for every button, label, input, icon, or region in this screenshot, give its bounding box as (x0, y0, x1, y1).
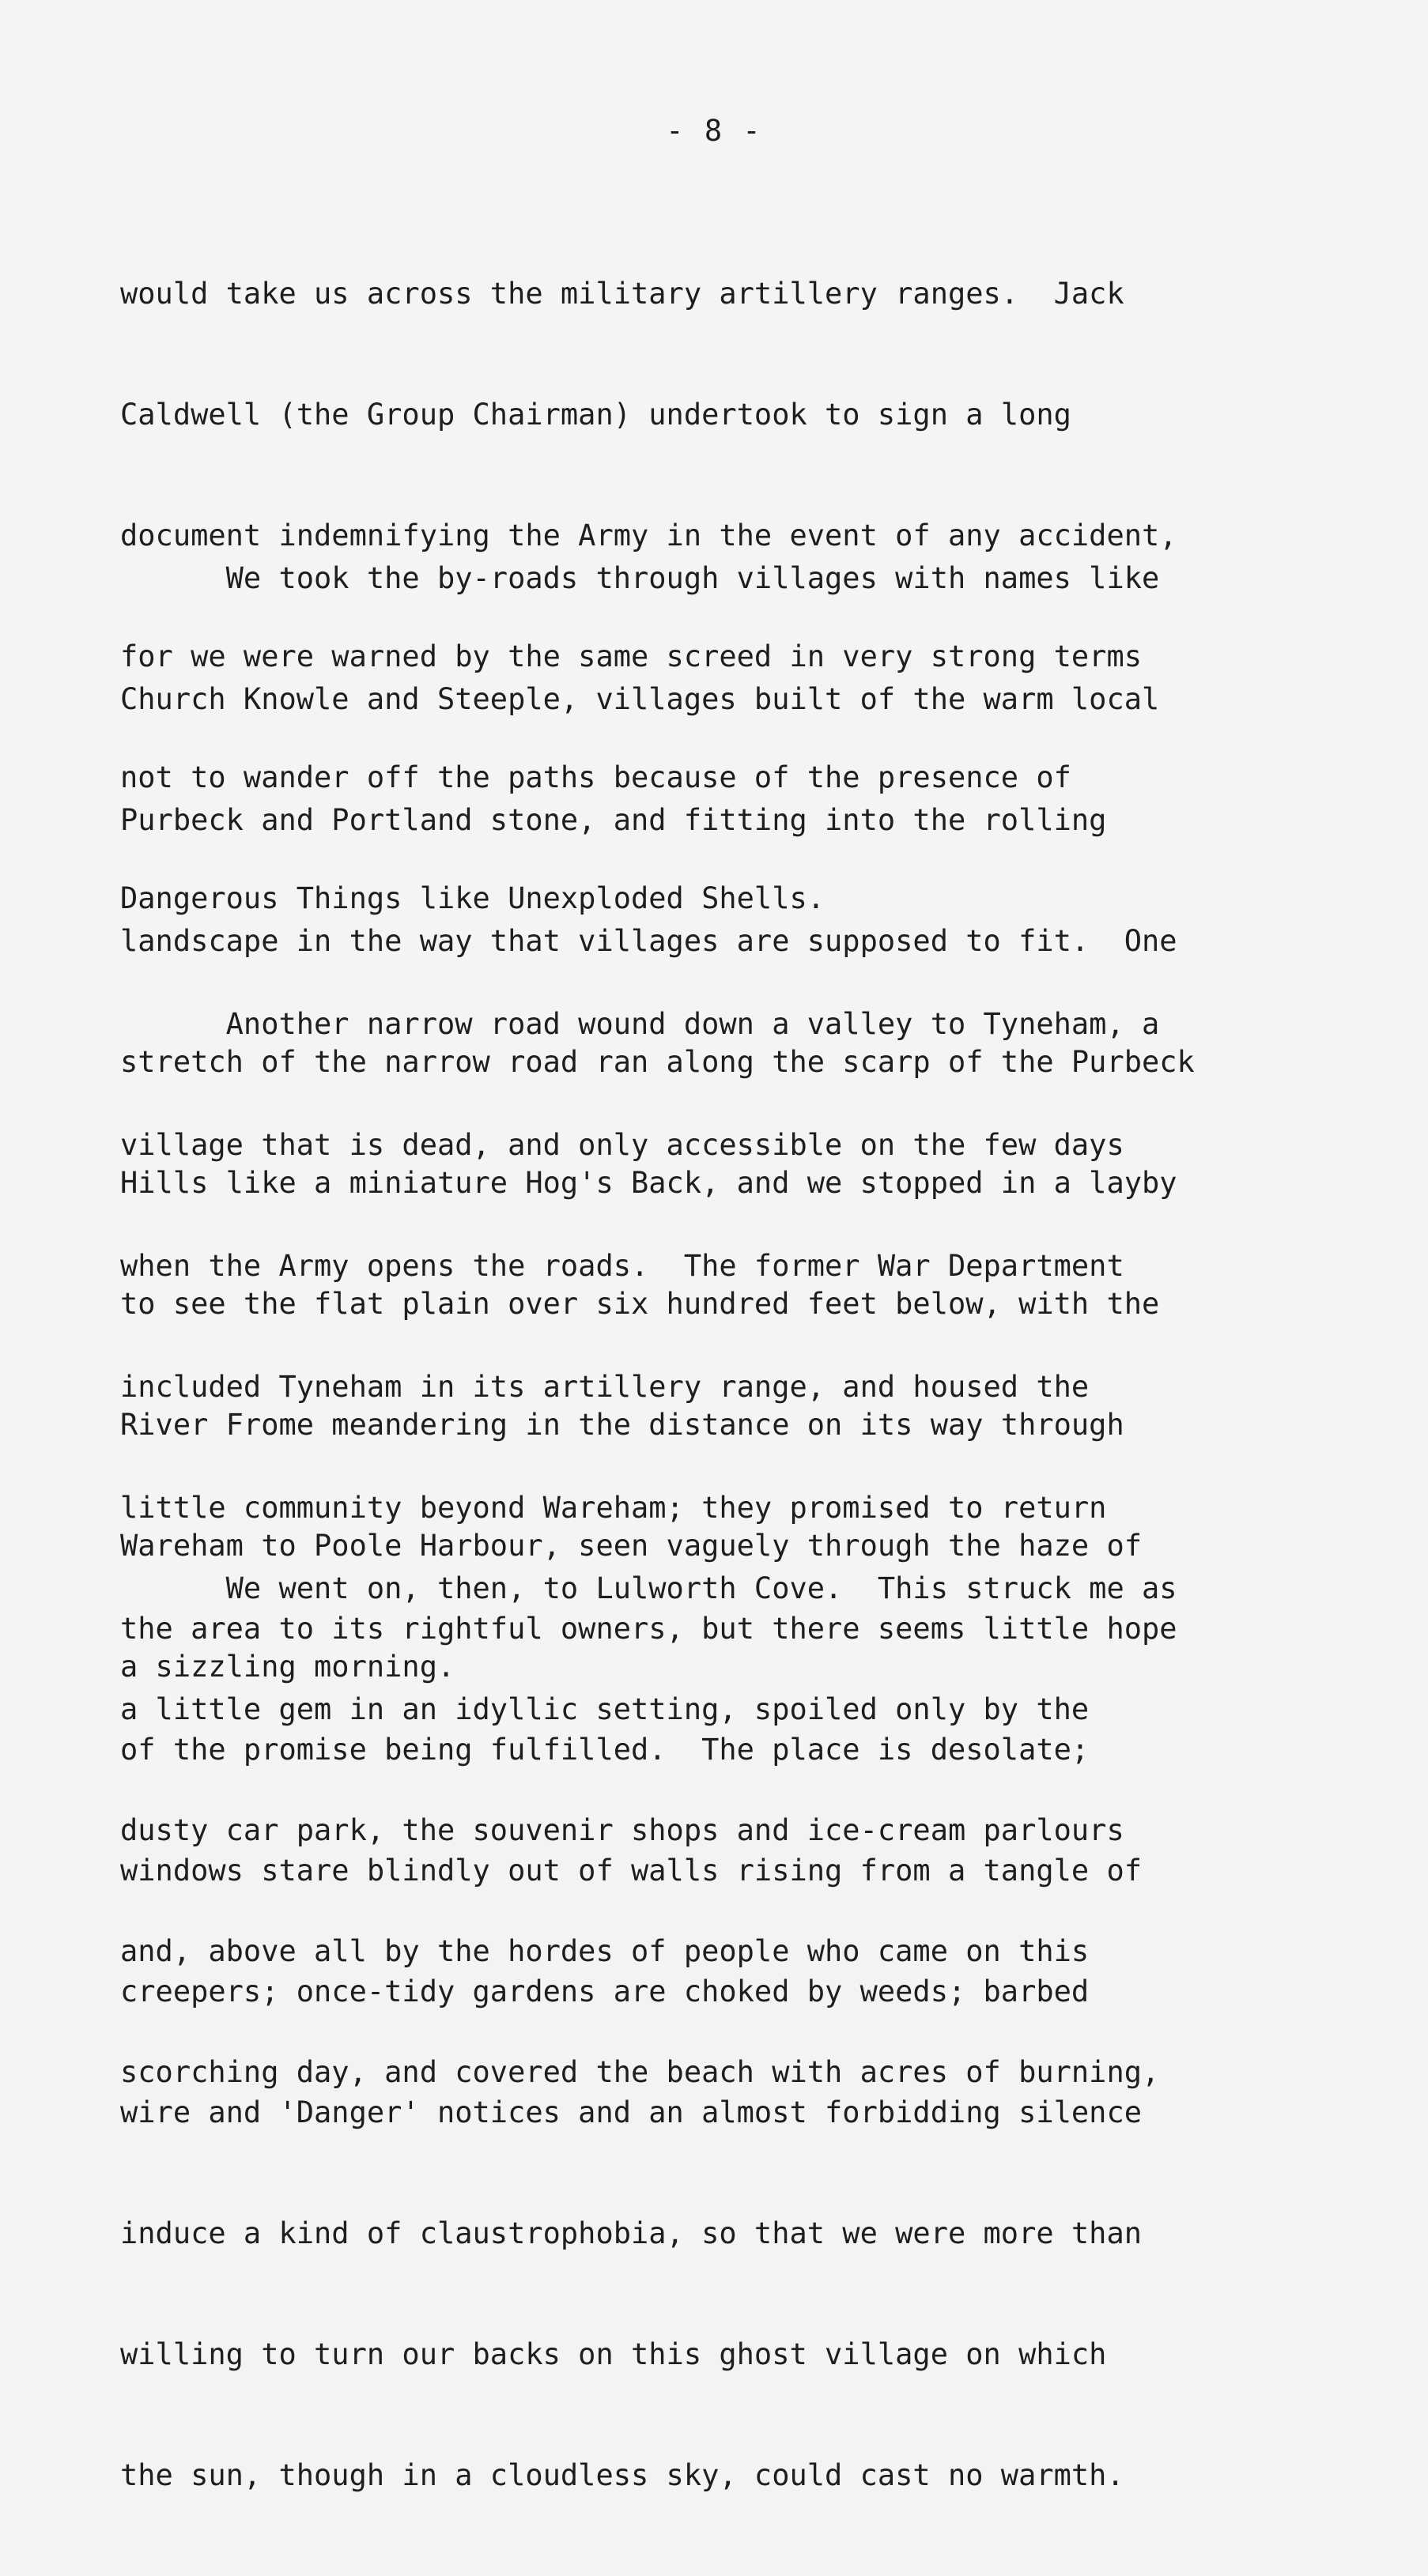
text-line: the sun, though in a cloudless sky, could cast no warmth. (120, 2458, 1124, 2492)
text-line: village that is dead, and only accessible on the few days (120, 1128, 1124, 1162)
text-line: to see the flat plain over six hundred feet below, with the (120, 1287, 1160, 1321)
text-line: wire and 'Danger' notices and an almost forbidding silence (120, 2095, 1143, 2129)
text-line: River Frome meandering in the distance on its way through (120, 1408, 1124, 1442)
text-line: when the Army opens the roads. The former War Department (120, 1249, 1124, 1283)
text-line: dusty car park, the souvenir shops and ice-cream parlours (120, 1813, 1124, 1847)
text-line: scorching day, and covered the beach with acres of burning, (120, 2055, 1160, 2089)
text-line: induce a kind of claustrophobia, so that we were more than (120, 2216, 1143, 2250)
text-line: Another narrow road wound down a valley to Tyneham, a (120, 1007, 1160, 1041)
text-line: Caldwell (the Group Chairman) undertook to sign a long (120, 398, 1071, 432)
text-line: Wareham to Poole Harbour, seen vaguely through the haze of (120, 1529, 1143, 1563)
text-line: included Tyneham in its artillery range, and housed the (120, 1370, 1090, 1404)
text-line: Dangerous Things like Unexploded Shells. (120, 881, 825, 915)
text-line: We went on, then, to Lulworth Cove. This struck me as (120, 1571, 1177, 1605)
text-line: creepers; once-tidy gardens are choked by weeds; barbed (120, 1974, 1090, 2008)
text-line: a sizzling morning. (120, 1650, 455, 1684)
text-line: of the promise being fulfilled. The place is desolate; (120, 1733, 1090, 1767)
text-line: not to wander off the paths because of the presence of (120, 760, 1071, 794)
text-line: We took the by-roads through villages with names like (120, 561, 1160, 595)
text-line: stretch of the narrow road ran along the scarp of the Purbeck (120, 1045, 1195, 1079)
text-line: a little gem in an idyllic setting, spoiled only by the (120, 1692, 1090, 1726)
text-line: windows stare blindly out of walls rising from a tangle of (120, 1854, 1143, 1888)
text-line: would take us across the military artillery ranges. Jack (120, 277, 1124, 311)
text-line: and, above all by the hordes of people who came on this (120, 1934, 1090, 1968)
text-line: Purbeck and Portland stone, and fitting into the rolling (120, 803, 1107, 837)
text-line: landscape in the way that villages are supposed to fit. One (120, 924, 1177, 958)
text-line: Hills like a miniature Hog's Back, and we stopped in a layby (120, 1166, 1177, 1200)
text-line: for we were warned by the same screed in very strong terms (120, 639, 1143, 673)
text-line: willing to turn our backs on this ghost village on which (120, 2337, 1107, 2371)
text-line: document indemnifying the Army in the event of any accident, (120, 519, 1177, 553)
text-line: the area to its rightful owners, but there seems little hope (120, 1612, 1177, 1646)
paragraph-4 (120, 1488, 1354, 2173)
page-number: - 8 - (666, 114, 762, 148)
text-line: Church Knowle and Steeple, villages built of the warm local (120, 682, 1160, 716)
text-line: little community beyond Wareham; they promised to return (120, 1491, 1107, 1525)
